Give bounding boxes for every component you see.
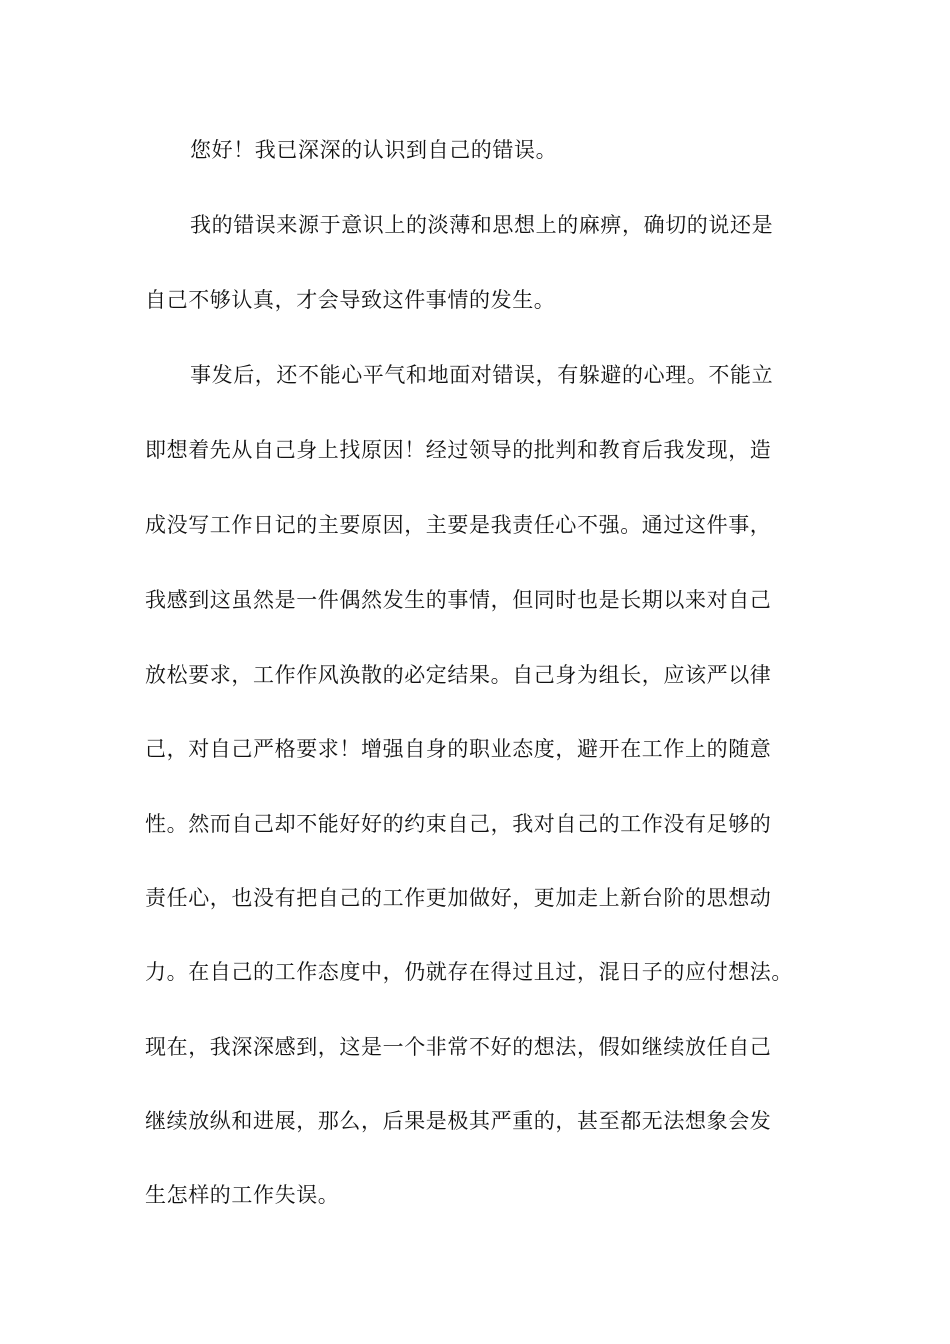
paragraph-line: 我的错误来源于意识上的淡薄和思想上的麻痹，确切的说还是 [190,213,774,237]
paragraph-line: 即想着先从自己身上找原因！经过领导的批判和教育后我发现，造 [145,438,772,462]
paragraph-line: 事发后，还不能心平气和地面对错误，有躲避的心理。不能立 [190,363,774,387]
paragraph-line: 己，对自己严格要求！增强自身的职业态度，避开在工作上的随意 [145,737,772,761]
paragraph-line: 继续放纵和进展，那么，后果是极其严重的，甚至都无法想象会发 [145,1109,772,1133]
paragraph-line: 现在，我深深感到，这是一个非常不好的想法，假如继续放任自己 [145,1035,772,1059]
paragraph-line: 自己不够认真，才会导致这件事情的发生。 [145,288,556,312]
paragraph-line: 责任心，也没有把自己的工作更加做好，更加走上新台阶的思想动 [145,886,772,910]
paragraph-line: 性。然而自己却不能好好的约束自己，我对自己的工作没有足够的 [145,812,772,836]
paragraph-line: 生怎样的工作失误。 [145,1183,340,1207]
paragraph-line: 力。在自己的工作态度中，仍就存在得过且过，混日子的应付想法。 [145,960,793,984]
paragraph-line: 成没写工作日记的主要原因，主要是我责任心不强。通过这件事， [145,513,772,537]
paragraph-line: 您好！我已深深的认识到自己的错误。 [190,138,558,162]
paragraph-line: 放松要求，工作作风涣散的必定结果。自己身为组长，应该严以律 [145,663,772,687]
paragraph-line: 我感到这虽然是一件偶然发生的事情，但同时也是长期以来对自己 [145,588,772,612]
